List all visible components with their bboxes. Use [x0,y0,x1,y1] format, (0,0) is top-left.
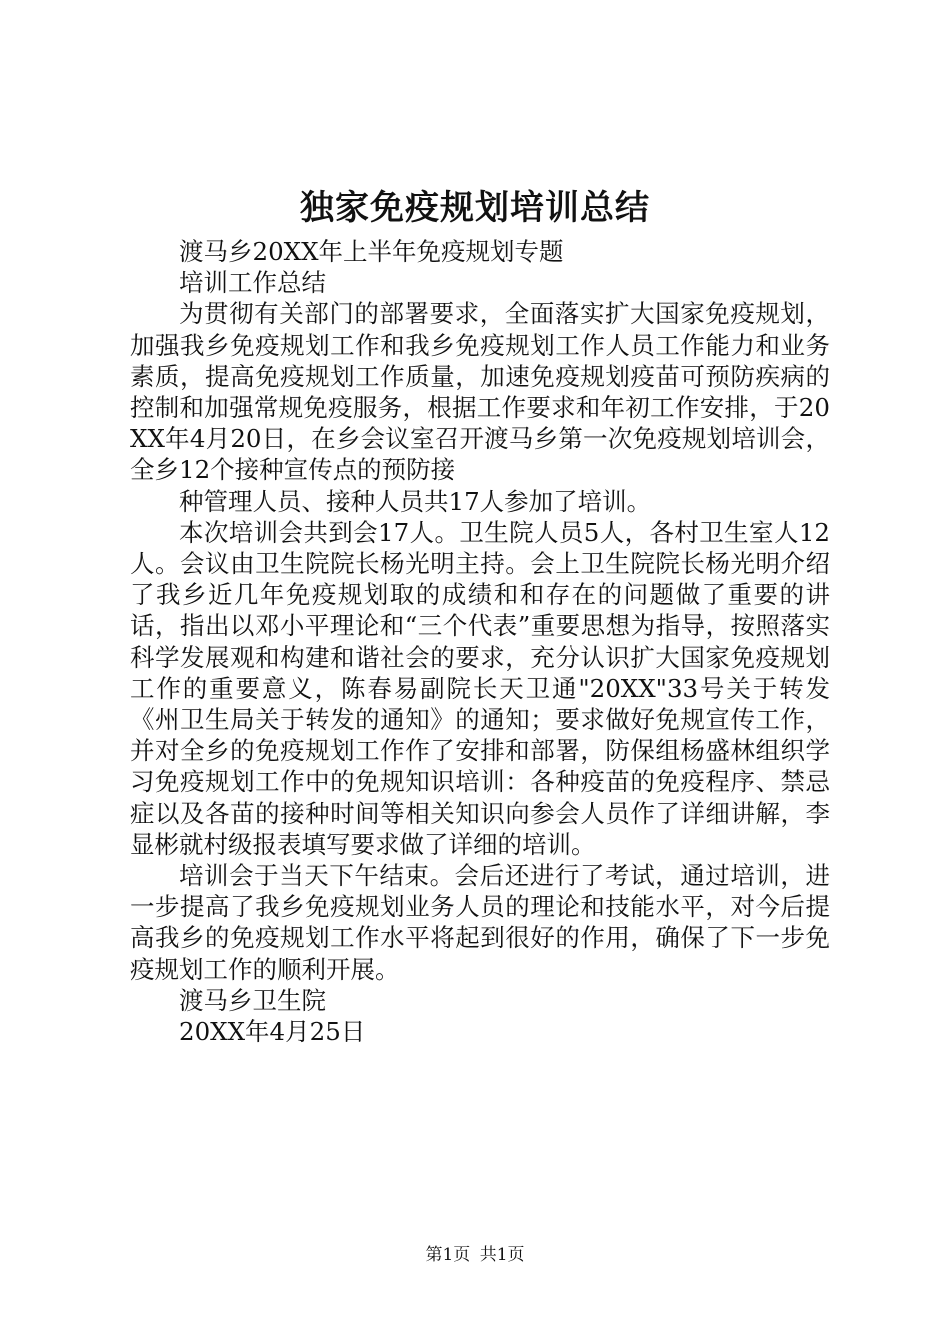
signature-date: 20XX年4月25日 [179,1017,366,1047]
paragraph-meeting-details: 本次培训会共到会17人。卫生院人员5人，各村卫生室人12人。会议由卫生院院长杨光明主持。会上卫生院院长杨光明介绍了我乡近几年免疫规划取的成绩和和存在的问题做了重要的讲话，指出以邓小平理论和“三个代表”重要思想为指导，按照落实科学发展观和构建和谐社会的要求，充分认识扩大国家免疫规划工作的重要意义，陈春易副院长天卫通"20XX"33号关于转发《州卫生局关于转发的通知》的通知；要求做好免规宣传工作，并对全乡的免疫规划工作作了安排和部署，防保组杨盛林组织学习免疫规划工作中的免规知识培训：各种疫苗的免疫程序、禁忌症以及各苗的接种时间等相关知识向参会人员作了详细讲解，李显彬就村级报表填写要求做了详细的培训。 [130,517,830,859]
signature-organization: 渡马乡卫生院 [179,985,326,1015]
document-title: 独家免疫规划培训总结 [300,188,650,228]
paragraph-conclusion: 培训会于当天下午结束。会后还进行了考试，通过培训，进一步提高了我乡免疫规划业务人员的理论和技能水平，对今后提高我乡的免疫规划工作水平将起到很好的作用，确保了下一步免疫规划工作的顺利开展。 [130,861,830,984]
paragraph-subtitle-line-2: 培训工作总结 [179,268,326,298]
document-body [130,236,830,1047]
paragraph-intro: 为贯彻有关部门的部署要求，全面落实扩大国家免疫规划，加强我乡免疫规划工作和我乡免疫规划工作人员工作能力和业务素质，提高免疫规划工作质量，加速免疫规划疫苗可预防疾病的控制和加强常规免疫服务，根据工作要求和年初工作安排，于20XX年4月20日，在乡会议室召开渡马乡第一次免疫规划培训会，全乡12个接种宣传点的预防接 [130,299,830,485]
paragraph-subtitle-line-1: 渡马乡20XX年上半年免疫规划专题 [179,237,564,266]
page-total: 共1页 [479,1245,525,1265]
page-number: 第1页 [425,1245,471,1265]
paragraph-attendees: 种管理人员、接种人员共17人参加了培训。 [179,486,652,516]
page-footer [0,1243,950,1267]
